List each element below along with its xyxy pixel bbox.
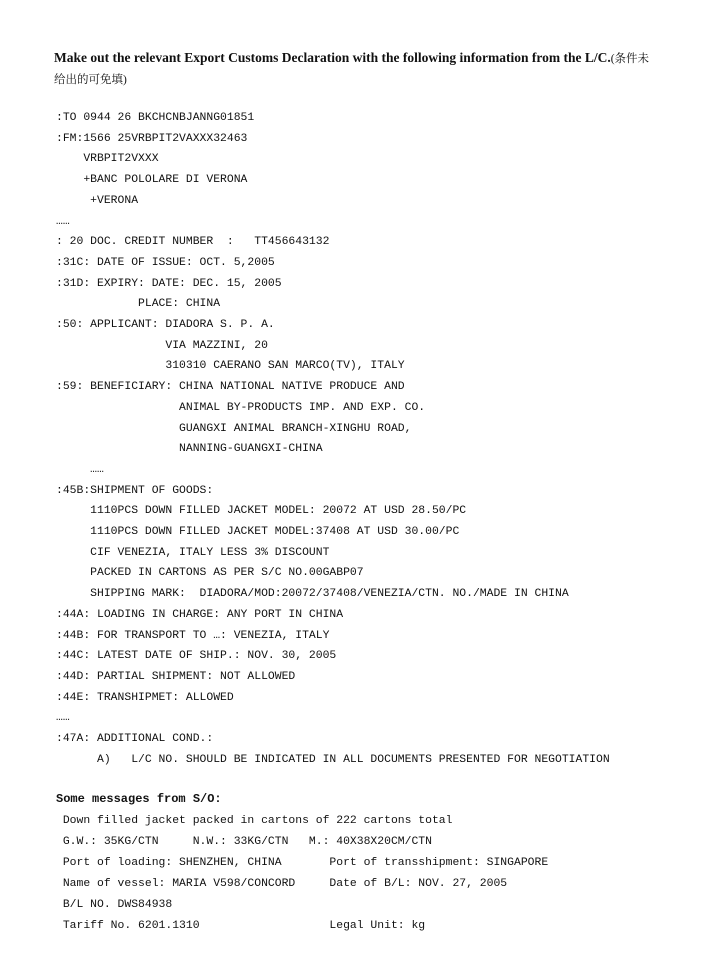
lc-line: +BANC POLOLARE DI VERONA [56,174,248,187]
lc-line: :44E: TRANSHIPMET: ALLOWED [56,691,234,704]
lc-line: :45B:SHIPMENT OF GOODS: [56,484,214,497]
lc-line: …… [56,463,104,476]
lc-line: : 20 DOC. CREDIT NUMBER : TT456643132 [56,236,330,249]
so-line: Port of loading: SHENZHEN, CHINA Port of transshipment: SINGAPORE [56,857,549,869]
lc-line: :TO 0944 26 BKCHCNBJANNG01851 [56,112,255,124]
lc-line: GUANGXI ANIMAL BRANCH-XINGHU ROAD, [56,422,412,435]
instruction-note-1: (条件未 [610,53,650,65]
lc-line: :44C: LATEST DATE OF SHIP.: NOV. 30, 2005 [56,650,337,663]
lc-line: :44B: FOR TRANSPORT TO …: VENEZIA, ITALY [56,629,330,642]
so-line: Tariff No. 6201.1310 Legal Unit: kg [56,920,426,932]
lc-line: :FM:1566 25VRBPIT2VAXXX32463 [56,132,248,145]
so-line: G.W.: 35KG/CTN N.W.: 33KG/CTN M.: 40X38X20CM/CTN [56,836,432,848]
lc-line: NANNING-GUANGXI-CHINA [56,443,323,456]
lc-line: :31D: EXPIRY: DATE: DEC. 15, 2005 [56,277,282,290]
lc-line: ANIMAL BY-PRODUCTS IMP. AND EXP. CO. [56,401,426,414]
lc-line: :50: APPLICANT: DIADORA S. P. A. [56,319,275,331]
lc-line: :44A: LOADING IN CHARGE: ANY PORT IN CHINA [56,608,344,621]
so-heading: Some messages from S/O: [56,792,222,806]
instruction-title [54,48,694,90]
lc-line: SHIPPING MARK: DIADORA/MOD:20072/37408/VENEZIA/CTN. NO./MADE IN CHINA [56,588,569,601]
lc-line: PACKED IN CARTONS AS PER S/C NO.00GABP07 [56,567,364,580]
lc-line: 1110PCS DOWN FILLED JACKET MODEL:37408 AT USD 30.00/PC [56,526,460,538]
lc-line: …… [56,712,70,725]
so-line: Name of vessel: MARIA V598/CONCORD Date of B/L: NOV. 27, 2005 [56,878,508,890]
lc-line: PLACE: CHINA [56,298,221,311]
so-line: Down filled jacket packed in cartons of 222 cartons total [56,815,453,827]
lc-line: A) L/C NO. SHOULD BE INDICATED IN ALL DOCUMENTS PRESENTED FOR NEGOTIATION [56,753,610,766]
lc-line: …… [56,215,70,228]
instruction-main: Make out the relevant Export Customs Declaration with the following information from the L/C. [54,50,611,65]
lc-line: +VERONA [56,194,139,207]
lc-line: :59: BENEFICIARY: CHINA NATIONAL NATIVE PRODUCE AND [56,381,405,394]
lc-line: :47A: ADDITIONAL COND.: [56,733,214,745]
lc-line: 310310 CAERANO SAN MARCO(TV), ITALY [56,360,405,373]
lc-line: :31C: DATE OF ISSUE: OCT. 5,2005 [56,256,275,269]
lc-line: :44D: PARTIAL SHIPMENT: NOT ALLOWED [56,670,296,683]
lc-line: 1110PCS DOWN FILLED JACKET MODEL: 20072 AT USD 28.50/PC [56,505,467,518]
lc-line: VRBPIT2VXXX [56,153,159,166]
lc-line: CIF VENEZIA, ITALY LESS 3% DISCOUNT [56,546,330,559]
so-line: B/L NO. DWS84938 [56,899,173,911]
lc-line: VIA MAZZINI, 20 [56,339,268,352]
instruction-note-2: 给出的可免填) [54,74,127,86]
